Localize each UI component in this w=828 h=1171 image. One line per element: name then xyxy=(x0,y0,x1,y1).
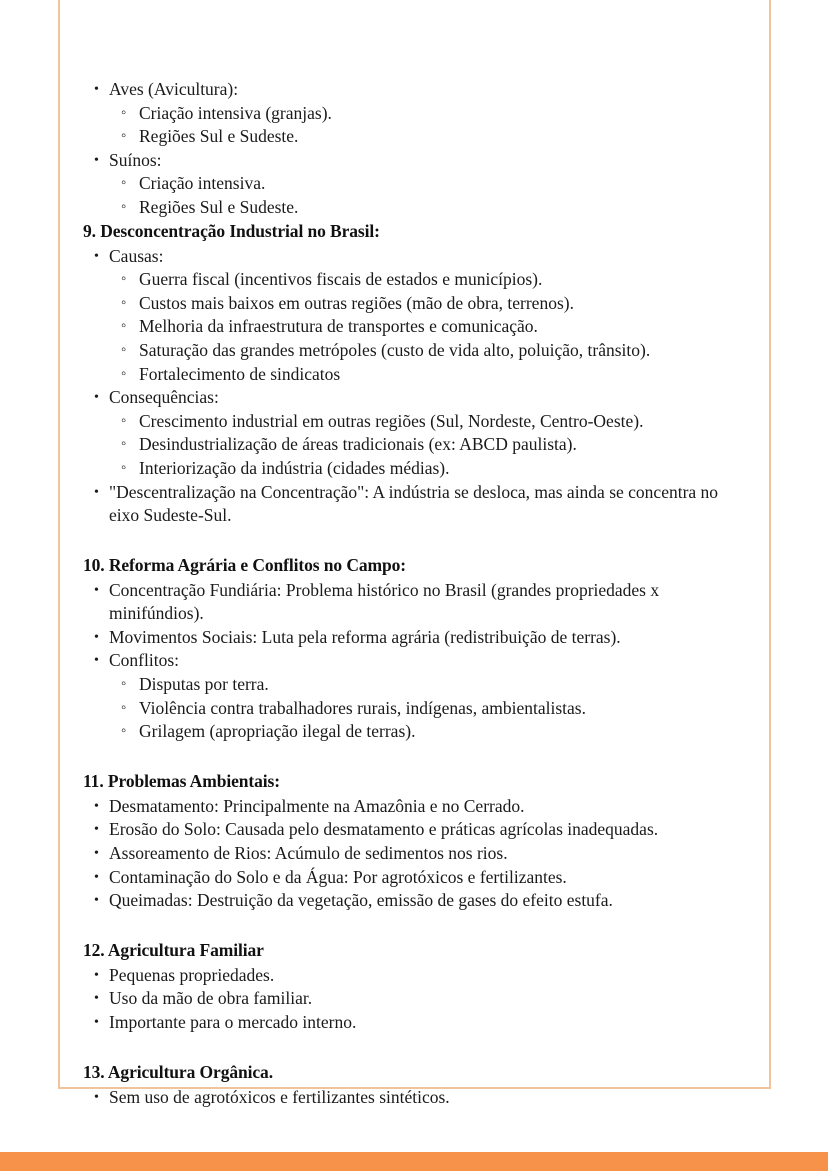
sub-list-item-label: ◦ Grilagem (apropriação ilegal de terras). xyxy=(139,720,743,744)
sub-list-item xyxy=(109,697,743,721)
document-section xyxy=(83,220,743,528)
list-item-label: • Uso da mão de obra familiar. xyxy=(109,987,743,1011)
list-item-label: • Assoreamento de Rios: Acúmulo de sedimentos nos rios. xyxy=(109,842,743,866)
sub-list-item-label: ◦ Disputas por terra. xyxy=(139,673,743,697)
sub-list-item-label: ◦ Desindustrialização de áreas tradicionais (ex: ABCD paulista). xyxy=(139,433,743,457)
list-item-label: • Desmatamento: Principalmente na Amazônia e no Cerrado. xyxy=(109,795,743,819)
list-item xyxy=(83,818,743,842)
sub-list-item xyxy=(109,339,743,363)
list-item-label: • Contaminação do Solo e da Água: Por agrotóxicos e fertilizantes. xyxy=(109,866,743,890)
sub-list-item-label: ◦ Fortalecimento de sindicatos xyxy=(139,363,743,387)
sub-list-item xyxy=(109,720,743,744)
list-item xyxy=(83,795,743,819)
continued-bullet-list xyxy=(83,78,743,220)
list-item xyxy=(83,866,743,890)
list-item-label: • Aves (Avicultura): xyxy=(109,78,743,102)
section-bullet-list xyxy=(83,795,743,913)
list-item xyxy=(83,1086,743,1110)
sub-list-item-label: ◦ Custos mais baixos em outras regiões (mão de obra, terrenos). xyxy=(139,292,743,316)
section-heading: 10. Reforma Agrária e Conflitos no Campo: xyxy=(83,554,407,575)
list-item-label: • Pequenas propriedades. xyxy=(109,964,743,988)
sub-list-item xyxy=(109,172,743,196)
list-item xyxy=(83,987,743,1011)
sub-list-item xyxy=(109,410,743,434)
document-section xyxy=(83,939,743,1035)
list-item xyxy=(83,78,743,149)
list-item-label: • Importante para o mercado interno. xyxy=(109,1011,743,1035)
sub-list-item xyxy=(109,196,743,220)
section-heading: 9. Desconcentração Industrial no Brasil: xyxy=(83,220,380,241)
list-item xyxy=(83,245,743,387)
list-item xyxy=(83,649,743,743)
sub-list xyxy=(109,102,743,149)
section-bullet-list xyxy=(83,245,743,528)
sub-list-item-label: ◦ Melhoria da infraestrutura de transportes e comunicação. xyxy=(139,315,743,339)
sub-list-item xyxy=(109,315,743,339)
list-item-label: • Conflitos: xyxy=(109,649,743,673)
list-item-label: • Queimadas: Destruição da vegetação, emissão de gases do efeito estufa. xyxy=(109,889,743,913)
section-heading: 12. Agricultura Familiar xyxy=(83,939,264,960)
list-item xyxy=(83,842,743,866)
sub-list-item-label: ◦ Criação intensiva. xyxy=(139,172,743,196)
list-item-label: • Suínos: xyxy=(109,149,743,173)
list-item xyxy=(83,149,743,220)
sub-list-item xyxy=(109,292,743,316)
list-item-label: • Consequências: xyxy=(109,386,743,410)
list-item-label: • "Descentralização na Concentração": A indústria se desloca, mas ainda se concentra no eixo Sudeste-Sul. xyxy=(109,481,743,528)
list-item xyxy=(83,579,743,626)
list-item xyxy=(83,386,743,480)
page-footer-bar xyxy=(0,1152,828,1171)
sub-list-item-label: ◦ Violência contra trabalhadores rurais, indígenas, ambientalistas. xyxy=(139,697,743,721)
sub-list-item xyxy=(109,673,743,697)
sub-list-item-label: ◦ Saturação das grandes metrópoles (custo de vida alto, poluição, trânsito). xyxy=(139,339,743,363)
sub-list-item xyxy=(109,268,743,292)
sub-list xyxy=(109,172,743,219)
section-bullet-list xyxy=(83,1086,743,1110)
document-section xyxy=(83,770,743,913)
list-item-label: • Sem uso de agrotóxicos e fertilizantes sintéticos. xyxy=(109,1086,743,1110)
list-item xyxy=(83,964,743,988)
list-item xyxy=(83,1011,743,1035)
section-heading: 13. Agricultura Orgânica. xyxy=(83,1061,273,1082)
list-item-label: • Erosão do Solo: Causada pelo desmatamento e práticas agrícolas inadequadas. xyxy=(109,818,743,842)
document-section xyxy=(83,554,743,744)
sub-list-item xyxy=(109,102,743,126)
document-section xyxy=(83,1061,743,1110)
section-heading: 11. Problemas Ambientais: xyxy=(83,770,280,791)
section-bullet-list xyxy=(83,579,743,744)
sub-list-item-label: ◦ Regiões Sul e Sudeste. xyxy=(139,196,743,220)
sub-list xyxy=(109,673,743,744)
sub-list-item-label: ◦ Guerra fiscal (incentivos fiscais de estados e municípios). xyxy=(139,268,743,292)
sub-list xyxy=(109,410,743,481)
sub-list-item-label: ◦ Regiões Sul e Sudeste. xyxy=(139,125,743,149)
sub-list-item xyxy=(109,457,743,481)
sub-list-item-label: ◦ Criação intensiva (granjas). xyxy=(139,102,743,126)
sub-list-item xyxy=(109,433,743,457)
list-item xyxy=(83,889,743,913)
sub-list xyxy=(109,268,743,386)
list-item-label: • Causas: xyxy=(109,245,743,269)
list-item xyxy=(83,481,743,528)
sub-list-item xyxy=(109,125,743,149)
list-item-label: • Concentração Fundiária: Problema histórico no Brasil (grandes propriedades x minifúndios). xyxy=(109,579,743,626)
sub-list-item-label: ◦ Crescimento industrial em outras regiões (Sul, Nordeste, Centro-Oeste). xyxy=(139,410,743,434)
document-body xyxy=(83,78,743,1109)
list-item xyxy=(83,626,743,650)
list-item-label: • Movimentos Sociais: Luta pela reforma agrária (redistribuição de terras). xyxy=(109,626,743,650)
sub-list-item xyxy=(109,363,743,387)
sections-container xyxy=(83,220,743,1110)
sub-list-item-label: ◦ Interiorização da indústria (cidades médias). xyxy=(139,457,743,481)
section-bullet-list xyxy=(83,964,743,1035)
